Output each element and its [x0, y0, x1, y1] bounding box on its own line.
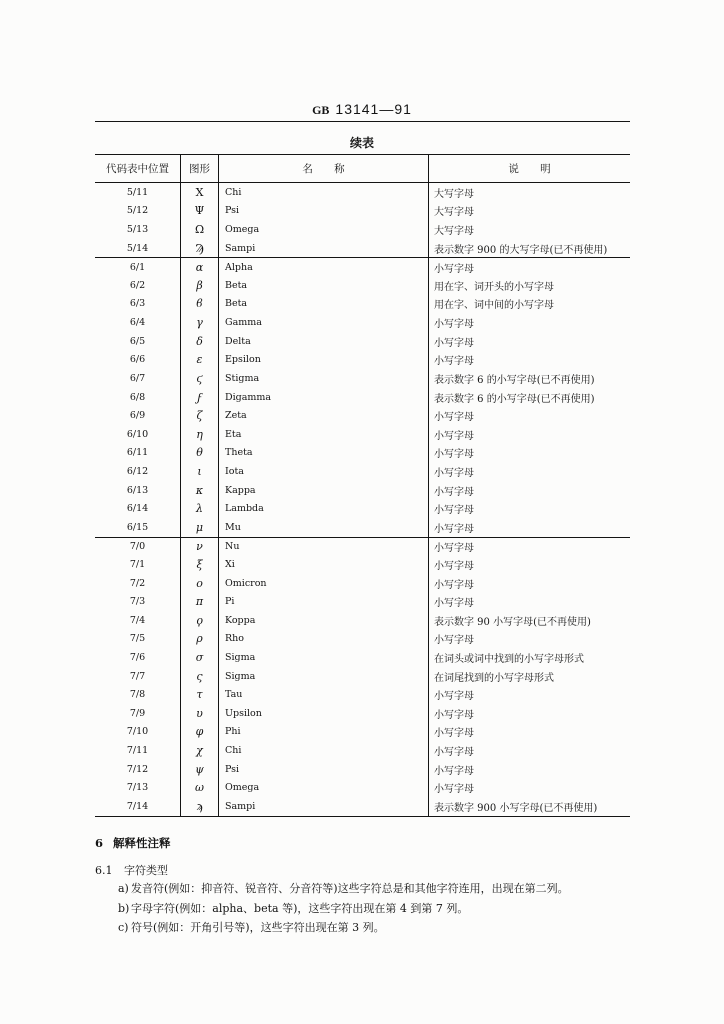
cell-glyph: σ [180, 648, 218, 667]
cell-position: 6/8 [129, 391, 146, 403]
character-table [95, 154, 630, 817]
cell-description: 小写字母 [428, 518, 630, 537]
table-row [95, 388, 630, 407]
cell-description: 用在字、词中间的小写字母 [428, 295, 630, 314]
table-row [95, 760, 630, 779]
table-row [95, 350, 630, 369]
cell-position: 7/2 [129, 577, 146, 589]
list-item [118, 899, 678, 919]
cell-description: 表示数字 900 的大写字母(已不再使用) [428, 239, 630, 258]
cell-position: 7/10 [126, 726, 149, 738]
cell-name: Chi [218, 183, 428, 202]
cell-glyph: κ [180, 481, 218, 500]
table-row [95, 183, 630, 202]
standard-number [0, 100, 724, 119]
cell-position: 6/14 [126, 503, 149, 515]
cell-position: 6/15 [126, 521, 149, 533]
table-row [95, 741, 630, 760]
column-header-name: 名 称 [218, 155, 428, 182]
cell-position: 7/3 [129, 596, 146, 608]
cell-description: 小写字母 [428, 332, 630, 351]
cell-name: Sigma [218, 667, 428, 686]
cell-glyph: χ [180, 741, 218, 760]
cell-name: Gamma [218, 313, 428, 332]
cell-description: 小写字母 [428, 462, 630, 481]
cell-name: Koppa [218, 611, 428, 630]
cell-description: 小写字母 [428, 555, 630, 574]
table-row [95, 723, 630, 742]
table-row [95, 202, 630, 221]
table-row [95, 462, 630, 481]
cell-name: Xi [218, 555, 428, 574]
cell-name: Theta [218, 444, 428, 463]
cell-glyph: Χ [180, 183, 218, 202]
cell-name: Lambda [218, 499, 428, 518]
section-title: 解释性注释 [113, 836, 171, 850]
table-row [95, 779, 630, 798]
cell-glyph: μ [180, 518, 218, 537]
subsection-heading [95, 863, 168, 879]
list-item-label: b) [118, 901, 130, 915]
table-row [95, 257, 630, 276]
table-body [95, 183, 630, 816]
cell-description: 表示数字 6 的小写字母(已不再使用) [428, 369, 630, 388]
character-type-list [118, 879, 678, 938]
cell-description: 表示数字 6 的小写字母(已不再使用) [428, 388, 630, 407]
cell-glyph: ο [180, 574, 218, 593]
cell-position: 7/9 [129, 707, 146, 719]
cell-description: 小写字母 [428, 425, 630, 444]
cell-name: Psi [218, 202, 428, 221]
cell-position: 5/11 [126, 186, 149, 198]
cell-position: 7/5 [129, 633, 146, 645]
cell-glyph: α [180, 258, 218, 276]
cell-glyph: φ [180, 723, 218, 742]
cell-name: Psi [218, 760, 428, 779]
column-header-description: 说 明 [428, 155, 630, 182]
table-row [95, 406, 630, 425]
cell-position: 7/1 [129, 558, 146, 570]
cell-name: Iota [218, 462, 428, 481]
cell-description: 小写字母 [428, 499, 630, 518]
cell-glyph: ζ [180, 406, 218, 425]
cell-position: 7/14 [126, 800, 149, 812]
table-row [95, 295, 630, 314]
subsection-title: 字符类型 [124, 864, 168, 877]
cell-description: 表示数字 90 小写字母(已不再使用) [428, 611, 630, 630]
list-item-text: 符号(例如：开角引号等)，这些字符出现在第 3 列。 [131, 921, 385, 934]
cell-name: Chi [218, 741, 428, 760]
list-item-label: a) [118, 882, 129, 895]
cell-name: Pi [218, 592, 428, 611]
section-number: 6 [95, 836, 104, 850]
table-row [95, 313, 630, 332]
cell-glyph: θ [180, 444, 218, 463]
cell-position: 7/4 [129, 614, 146, 626]
cell-position: 5/13 [126, 224, 149, 236]
cell-description: 小写字母 [428, 313, 630, 332]
cell-description: 小写字母 [428, 760, 630, 779]
list-item-text: 发音符(例如：抑音符、锐音符、分音符等)这些字符总是和其他字符连用，出现在第二列。 [131, 882, 569, 895]
cell-description: 小写字母 [428, 741, 630, 760]
cell-description: 用在字、词开头的小写字母 [428, 276, 630, 295]
column-header-glyph: 图形 [180, 155, 218, 182]
cell-name: Sampi [218, 797, 428, 816]
table-row [95, 481, 630, 500]
cell-position: 5/14 [126, 242, 149, 254]
cell-name: Beta [218, 276, 428, 295]
list-item [118, 918, 678, 938]
cell-glyph: ι [180, 462, 218, 481]
cell-glyph: ϝ [180, 388, 218, 407]
cell-position: 6/1 [129, 261, 146, 273]
cell-glyph: ϐ [180, 295, 218, 314]
column-header-position: 代码表中位置 [106, 163, 169, 175]
cell-description: 小写字母 [428, 444, 630, 463]
cell-glyph: ξ [180, 555, 218, 574]
cell-position: 7/8 [129, 689, 146, 701]
cell-glyph: λ [180, 499, 218, 518]
cell-description: 小写字母 [428, 704, 630, 723]
cell-glyph: ω [180, 779, 218, 798]
cell-position: 6/13 [126, 484, 149, 496]
cell-position: 7/12 [126, 763, 149, 775]
cell-name: Phi [218, 723, 428, 742]
cell-description: 小写字母 [428, 630, 630, 649]
cell-glyph: ν [180, 538, 218, 556]
table-row [95, 518, 630, 537]
cell-name: Rho [218, 630, 428, 649]
cell-glyph: γ [180, 313, 218, 332]
cell-glyph: δ [180, 332, 218, 351]
cell-description: 小写字母 [428, 481, 630, 500]
cell-name: Omega [218, 779, 428, 798]
table-row [95, 332, 630, 351]
table-row [95, 592, 630, 611]
cell-description: 小写字母 [428, 723, 630, 742]
cell-glyph: Ψ [180, 202, 218, 221]
cell-glyph: ρ [180, 630, 218, 649]
table-row [95, 685, 630, 704]
table-row [95, 630, 630, 649]
cell-glyph: ϡ [180, 797, 218, 816]
table-row [95, 555, 630, 574]
cell-position: 5/12 [126, 205, 149, 217]
cell-position: 6/3 [129, 298, 146, 310]
cell-name: Eta [218, 425, 428, 444]
header-rule [95, 121, 630, 122]
cell-name: Stigma [218, 369, 428, 388]
cell-position: 6/5 [129, 335, 146, 347]
cell-description: 在词尾找到的小写字母形式 [428, 667, 630, 686]
cell-description: 小写字母 [428, 779, 630, 798]
table-row [95, 220, 630, 239]
cell-name: Epsilon [218, 350, 428, 369]
cell-position: 6/11 [126, 447, 149, 459]
cell-description: 大写字母 [428, 183, 630, 202]
cell-glyph: τ [180, 685, 218, 704]
cell-name: Kappa [218, 481, 428, 500]
cell-name: Sigma [218, 648, 428, 667]
cell-name: Beta [218, 295, 428, 314]
cell-description: 大写字母 [428, 220, 630, 239]
cell-glyph: Ω [180, 220, 218, 239]
list-item [118, 879, 678, 899]
table-row [95, 704, 630, 723]
list-item-label: c) [118, 921, 129, 934]
cell-description: 小写字母 [428, 406, 630, 425]
cell-position: 6/6 [129, 354, 146, 366]
table-row [95, 425, 630, 444]
cell-name: Omega [218, 220, 428, 239]
section-heading [95, 835, 171, 851]
table-row [95, 537, 630, 556]
table-row [95, 667, 630, 686]
cell-name: Delta [218, 332, 428, 351]
cell-description: 小写字母 [428, 350, 630, 369]
table-caption: 续表 [349, 136, 374, 150]
cell-position: 6/4 [129, 317, 146, 329]
table-row [95, 648, 630, 667]
cell-position: 7/6 [129, 652, 146, 664]
cell-name: Tau [218, 685, 428, 704]
cell-description: 小写字母 [428, 574, 630, 593]
table-row [95, 611, 630, 630]
table-row [95, 499, 630, 518]
cell-name: Sampi [218, 239, 428, 258]
table-row [95, 444, 630, 463]
cell-glyph: η [180, 425, 218, 444]
table-row [95, 369, 630, 388]
cell-name: Nu [218, 538, 428, 556]
cell-glyph: ϛ [180, 369, 218, 388]
cell-description: 在词头或词中找到的小写字母形式 [428, 648, 630, 667]
table-row [95, 797, 630, 816]
cell-name: Zeta [218, 406, 428, 425]
table-row [95, 276, 630, 295]
cell-position: 7/0 [129, 540, 146, 552]
cell-name: Alpha [218, 258, 428, 276]
cell-position: 7/11 [126, 745, 149, 757]
cell-position: 7/13 [126, 782, 149, 794]
table-row [95, 574, 630, 593]
cell-position: 6/7 [129, 372, 146, 384]
cell-glyph: Ϡ [180, 239, 218, 258]
cell-description: 小写字母 [428, 592, 630, 611]
cell-description: 小写字母 [428, 685, 630, 704]
cell-glyph: υ [180, 704, 218, 723]
cell-position: 6/12 [126, 465, 149, 477]
cell-position: 6/9 [129, 410, 146, 422]
cell-glyph: β [180, 276, 218, 295]
cell-description: 大写字母 [428, 202, 630, 221]
table-row [95, 239, 630, 258]
cell-glyph: π [180, 592, 218, 611]
cell-name: Omicron [218, 574, 428, 593]
subsection-number: 6.1 [95, 864, 113, 877]
cell-position: 6/2 [129, 279, 146, 291]
table-header-row [95, 155, 630, 183]
cell-glyph: ψ [180, 760, 218, 779]
cell-position: 7/7 [129, 670, 146, 682]
cell-glyph: ϙ [180, 611, 218, 630]
list-item-text: 字母字符(例如：alpha、beta 等)，这些字符出现在第 4 到第 7 列。 [131, 901, 469, 915]
standard-code: GB [312, 103, 330, 117]
cell-glyph: ς [180, 667, 218, 686]
cell-position: 6/10 [126, 428, 149, 440]
cell-description: 小写字母 [428, 538, 630, 556]
cell-name: Mu [218, 518, 428, 537]
cell-glyph: ε [180, 350, 218, 369]
cell-description: 表示数字 900 小写字母(已不再使用) [428, 797, 630, 816]
standard-number-value: 13141—91 [335, 101, 412, 117]
cell-name: Digamma [218, 388, 428, 407]
cell-description: 小写字母 [428, 258, 630, 276]
cell-name: Upsilon [218, 704, 428, 723]
